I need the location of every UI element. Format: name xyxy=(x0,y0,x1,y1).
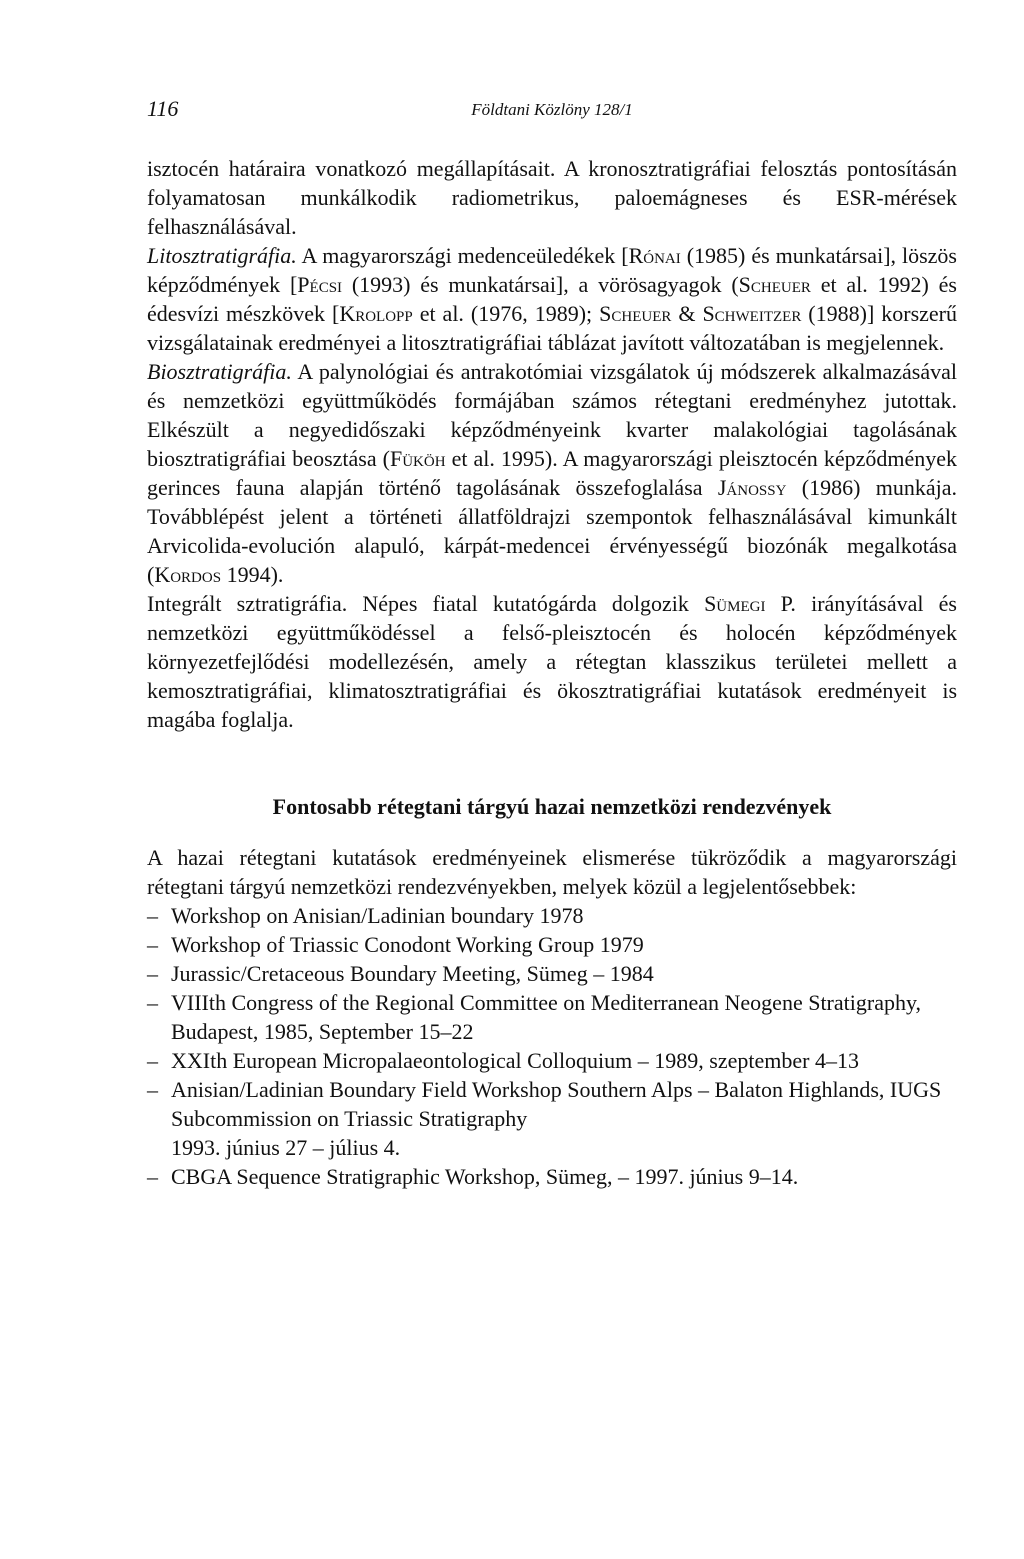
author-name: Sümegi xyxy=(704,591,766,616)
text-run: & xyxy=(671,301,703,326)
text-run: et al. 1995). A magyarországi pleisztocén képződmények gerinces fauna alapján történő tagolásának összefoglalása xyxy=(147,446,957,500)
running-title: Földtani Közlöny 128/1 xyxy=(471,100,633,119)
author-name: Scheuer xyxy=(738,272,811,297)
list-dash: – xyxy=(147,903,158,928)
event-text: Workshop of Triassic Conodont Working Group 1979 xyxy=(171,932,644,957)
event-text: Anisian/Ladinian Boundary Field Workshop Southern Alps – Balaton Highlands, IUGS Subcommission on Triassic Stratigraphy xyxy=(171,1077,942,1131)
event-item xyxy=(147,1075,957,1162)
text-run: et al. (1976, 1989); xyxy=(412,301,600,326)
event-date: 1993. június 27 – július 4. xyxy=(171,1135,401,1160)
author-name: Füköh xyxy=(389,446,446,471)
text-run: et al. 1992) és édesvízi mészkövek [ xyxy=(147,272,957,326)
text-run: (1988)] korszerű vizsgálatainak eredményei a litosztratigráfiai táblázat javított változatában is megjelennek. xyxy=(147,301,957,355)
event-text: XXIth European Micropalaeontological Colloquium – 1989, szeptember 4–13 xyxy=(171,1048,859,1073)
list-dash: – xyxy=(147,990,158,1015)
author-name: Kordos xyxy=(154,562,222,587)
event-list xyxy=(147,901,957,1191)
paragraph-integrated-stratigraphy xyxy=(147,589,957,734)
section-heading: Fontosabb rétegtani tárgyú hazai nemzetközi rendezvények xyxy=(272,794,832,819)
event-item xyxy=(147,988,957,1046)
list-dash: – xyxy=(147,961,158,986)
event-text: Jurassic/Cretaceous Boundary Meeting, Sümeg – 1984 xyxy=(171,961,654,986)
journal-page xyxy=(147,96,957,1191)
event-text: CBGA Sequence Stratigraphic Workshop, Sümeg, – 1997. június 9–14. xyxy=(171,1164,799,1189)
text-run: A magyarországi medenceüledékek [ xyxy=(296,243,629,268)
event-item xyxy=(147,930,957,959)
paragraph-biostratigraphy xyxy=(147,357,957,589)
author-name: Rónai xyxy=(628,243,681,268)
page-header xyxy=(147,96,957,126)
list-dash: – xyxy=(147,1048,158,1073)
paragraph-chronostratigraphy-end: isztocén határaira vonatkozó megállapításait. A kronosztratigráfiai felosztás pontosításán folyamatosan munkálkodik radiometrikus, paloemágneses és ESR-mérések felhasználásával. xyxy=(147,156,957,239)
text-run: P. irányításával és nemzetközi együttműködéssel a felső-pleisztocén és holocén képződmények környezetfejlődési modellezésén, amely a rétegtan klasszikus területei mellett a kemosztratigráfiai, klimatosztratigráfiai és ökosztratigráfiai kutatások eredményeit is magába foglalja. xyxy=(147,591,957,732)
author-name: Scheuer xyxy=(599,301,672,326)
text-run: (1985) és munkatársai], löszös képződmények [ xyxy=(147,243,957,297)
section-intro: A hazai rétegtani kutatások eredményeinek elismerése tükröződik a magyarországi rétegtani tárgyú nemzetközi rendezvényekben, melyek közül a legjelentősebbek: xyxy=(147,845,957,899)
event-item xyxy=(147,1046,957,1075)
page-number: 116 xyxy=(147,96,179,121)
author-name: Jánossy xyxy=(717,475,787,500)
paragraph-lithostratigraphy xyxy=(147,241,957,357)
author-name: Pécsi xyxy=(297,272,343,297)
event-text: Workshop on Anisian/Ladinian boundary 1978 xyxy=(171,903,584,928)
author-name: Schweitzer xyxy=(702,301,802,326)
event-text: VIIIth Congress of the Regional Committee on Mediterranean Neogene Stratigraphy, Budapest, 1985, September 15–22 xyxy=(171,990,922,1044)
article-body xyxy=(147,154,957,1191)
text-run: Integrált sztratigráfia. Népes fiatal kutatógárda dolgozik xyxy=(147,591,705,616)
paragraph-lead: Litosztratigráfia. xyxy=(147,243,297,268)
list-dash: – xyxy=(147,1164,158,1189)
list-dash: – xyxy=(147,1077,158,1102)
event-item xyxy=(147,901,957,930)
event-item xyxy=(147,1162,957,1191)
text-run: (1993) és munkatársai], a vörösagyagok ( xyxy=(342,272,739,297)
text-run: A palynológiai és antrakotómiai vizsgálatok új módszerek alkalmazásával és nemzetközi együttműködés formájában számos rétegtani eredményhez jutottak. Elkészült a negyedidőszaki képződményeink kvarter malakológiai tagolásának biosztratigráfiai beosztása ( xyxy=(147,359,957,471)
list-dash: – xyxy=(147,932,158,957)
text-run: 1994). xyxy=(221,562,284,587)
paragraph-lead: Biosztratigráfia. xyxy=(147,359,292,384)
author-name: Krolopp xyxy=(339,301,413,326)
event-item xyxy=(147,959,957,988)
text-run: (1986) munkája. Továbblépést jelent a történeti állatföldrajzi szempontok felhasználásával kimunkált Arvicolida-evolución alapuló, kárpát-medencei érvényességű biozónák megalkotása ( xyxy=(147,475,957,587)
